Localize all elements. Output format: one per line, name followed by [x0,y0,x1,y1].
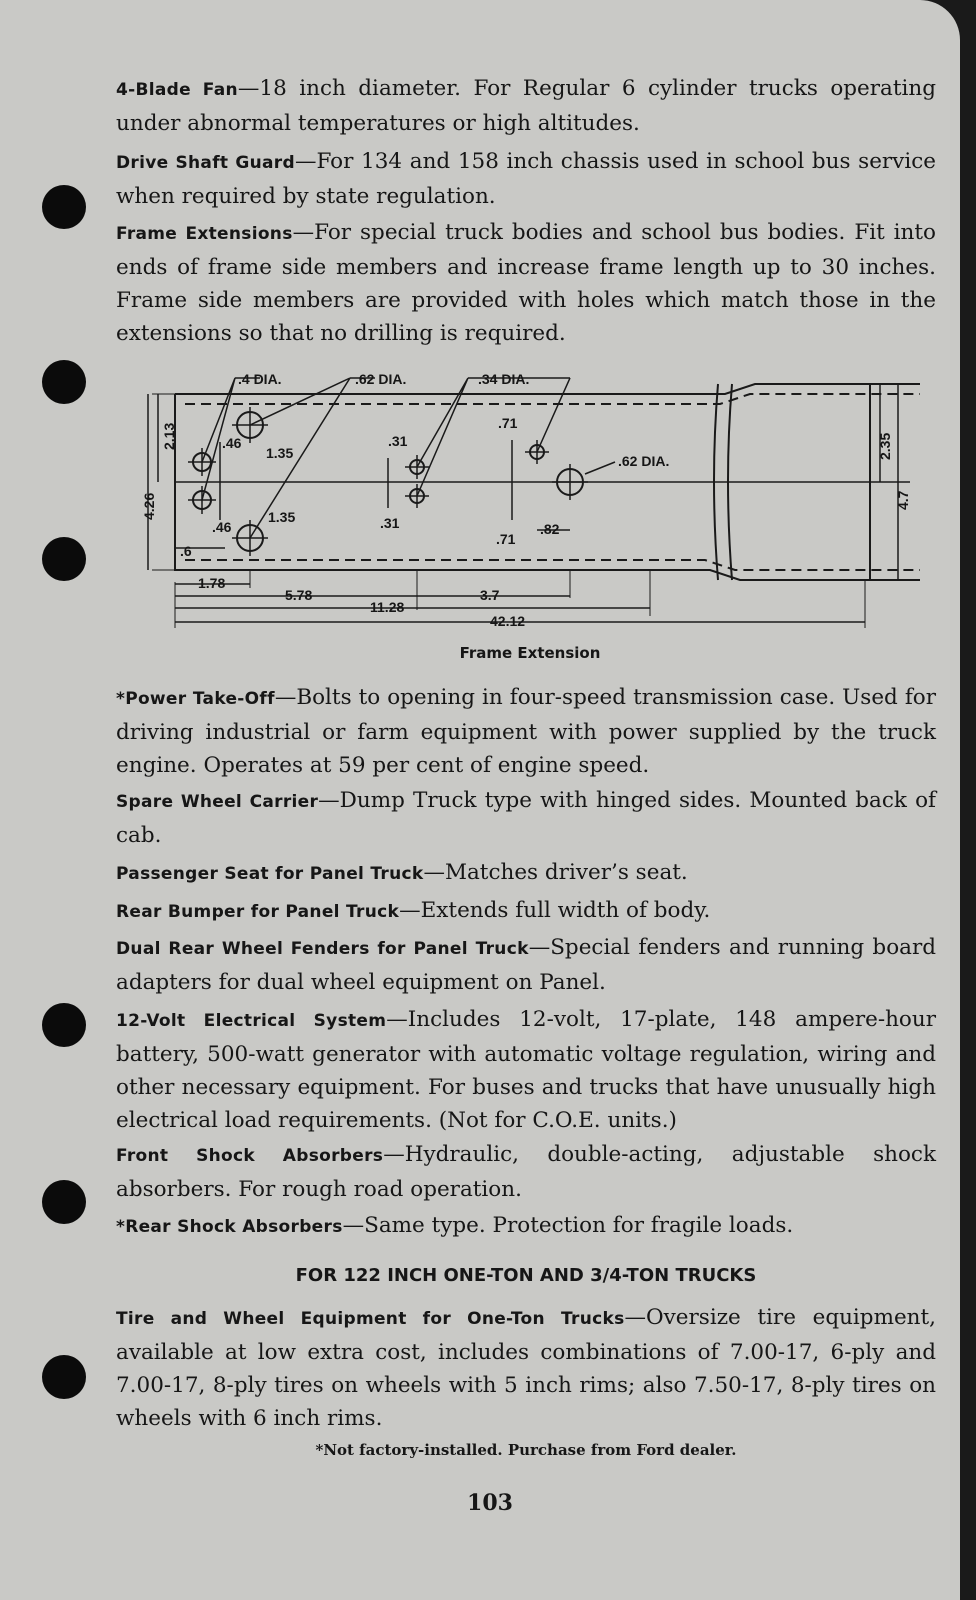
entry-term: *Rear Shock Absorbers [116,1217,343,1237]
label-1-78: 1.78 [198,575,226,591]
label-82: .82 [540,521,560,537]
binder-hole [42,360,86,404]
diagram-caption: Frame Extension [459,644,601,662]
label-31-top: .31 [388,433,408,449]
entry-4-blade-fan [116,72,936,140]
page-number: 103 [467,1490,513,1516]
entry-text: —Bolts to opening in four-speed transmission case. Used for driving industrial or farm equipment with power supplied by the truck engine. Operates at 59 per cent of engine speed. [116,685,937,778]
entry-passenger-seat [116,856,936,891]
label-4-dia: .4 DIA. [238,371,282,387]
label-34-dia: .34 DIA. [478,371,530,387]
entry-term: Drive Shaft Guard [116,153,295,173]
entry-text: —Oversize tire equipment, available at low extra cost, includes combinations of 7.00-17, 6-ply and 7.00-17, 8-ply tires on wheels with 5 inch rims; also 7.50-17, 8-ply tires on wheels with 6 inch rims. [116,1305,937,1431]
entry-term: Spare Wheel Carrier [116,792,319,812]
entry-term: 4-Blade Fan [116,80,238,100]
footnote: *Not factory-installed. Purchase from Ford dealer. [315,1441,737,1459]
binder-hole [42,1180,86,1224]
section-heading: FOR 122 INCH ONE-TON AND 3/4-TON TRUCKS [295,1265,757,1286]
entry-drive-shaft-guard [116,145,936,213]
entry-rear-bumper [116,894,936,929]
label-62-dia-right: .62 DIA. [618,453,670,469]
label-31-bottom: .31 [380,515,400,531]
entry-text: —Dump Truck type with hinged sides. Mounted back of cab. [116,788,936,848]
label-46-top: .46 [222,435,242,451]
entry-term: Rear Bumper for Panel Truck [116,902,400,922]
label-5-78: 5.78 [285,587,313,603]
entry-frame-extensions [116,216,936,350]
entry-dual-rear-wheel-fenders [116,931,936,999]
entry-text: —18 inch diameter. For Regular 6 cylinder trucks operating under abnormal temperatures or high altitudes. [116,76,937,136]
entry-term: *Power Take-Off [116,689,275,709]
frame-extension-diagram [130,370,920,660]
label-11-28: 11.28 [370,599,405,615]
entry-text: —Matches driver’s seat. [423,860,688,885]
entry-rear-shock-absorbers [116,1209,936,1244]
label-46-bottom: .46 [212,519,232,535]
entry-text: —Same type. Protection for fragile loads. [342,1213,794,1238]
binder-hole [42,185,86,229]
entry-text: —Includes 12-volt, 17-plate, 148 ampere-hour battery, 500-watt generator with automatic voltage regulation, wiring and other necessary equipment. For buses and trucks that have unusually high electrical load requirements. (Not for C.O.E. units.) [116,1007,936,1133]
binder-hole [42,1355,86,1399]
label-4-7: 4.7 [895,490,911,510]
entry-12-volt-electrical [116,1003,936,1137]
frame-outline-bottom [175,394,920,580]
label-135-top: 1.35 [266,445,294,461]
label-2-13: 2.13 [161,422,177,450]
entry-tire-and-wheel [116,1301,936,1435]
binder-hole [42,537,86,581]
entry-term: Front Shock Absorbers [116,1146,384,1166]
label-3-7: 3.7 [480,587,500,603]
entry-text: —Hydraulic, double-acting, adjustable shock absorbers. For rough road operation. [116,1142,937,1202]
entry-front-shock-absorbers [116,1138,936,1206]
label-71-top: .71 [498,415,518,431]
entry-text: —For 134 and 158 inch chassis used in school bus service when required by state regulation. [116,149,936,209]
entry-term: 12-Volt Electrical System [116,1011,387,1031]
label-2-35: 2.35 [877,432,893,460]
label-71-bottom: .71 [496,531,516,547]
entry-text: —Special fenders and running board adapters for dual wheel equipment on Panel. [116,935,936,995]
entry-text: —Extends full width of body. [399,898,711,923]
entry-spare-wheel-carrier [116,784,936,852]
entry-term: Passenger Seat for Panel Truck [116,864,424,884]
entry-term: Frame Extensions [116,224,293,244]
entry-power-take-off [116,681,936,782]
label-135-bottom: 1.35 [268,509,296,525]
label-4-26: 4.26 [141,492,157,520]
entry-term: Dual Rear Wheel Fenders for Panel Truck [116,939,529,959]
entry-term: Tire and Wheel Equipment for One-Ton Trucks [116,1309,625,1329]
label-62-dia-top: .62 DIA. [355,371,407,387]
binder-hole [42,1003,86,1047]
entry-text: —For special truck bodies and school bus bodies. Fit into ends of frame side members and increase frame length up to 30 inches. Frame side members are provided with holes which match those in the extensions so that no drilling is required. [116,220,936,346]
label-42-12: 42.12 [490,613,526,629]
frame-outline-top [175,384,920,394]
label-6: .6 [180,543,192,559]
